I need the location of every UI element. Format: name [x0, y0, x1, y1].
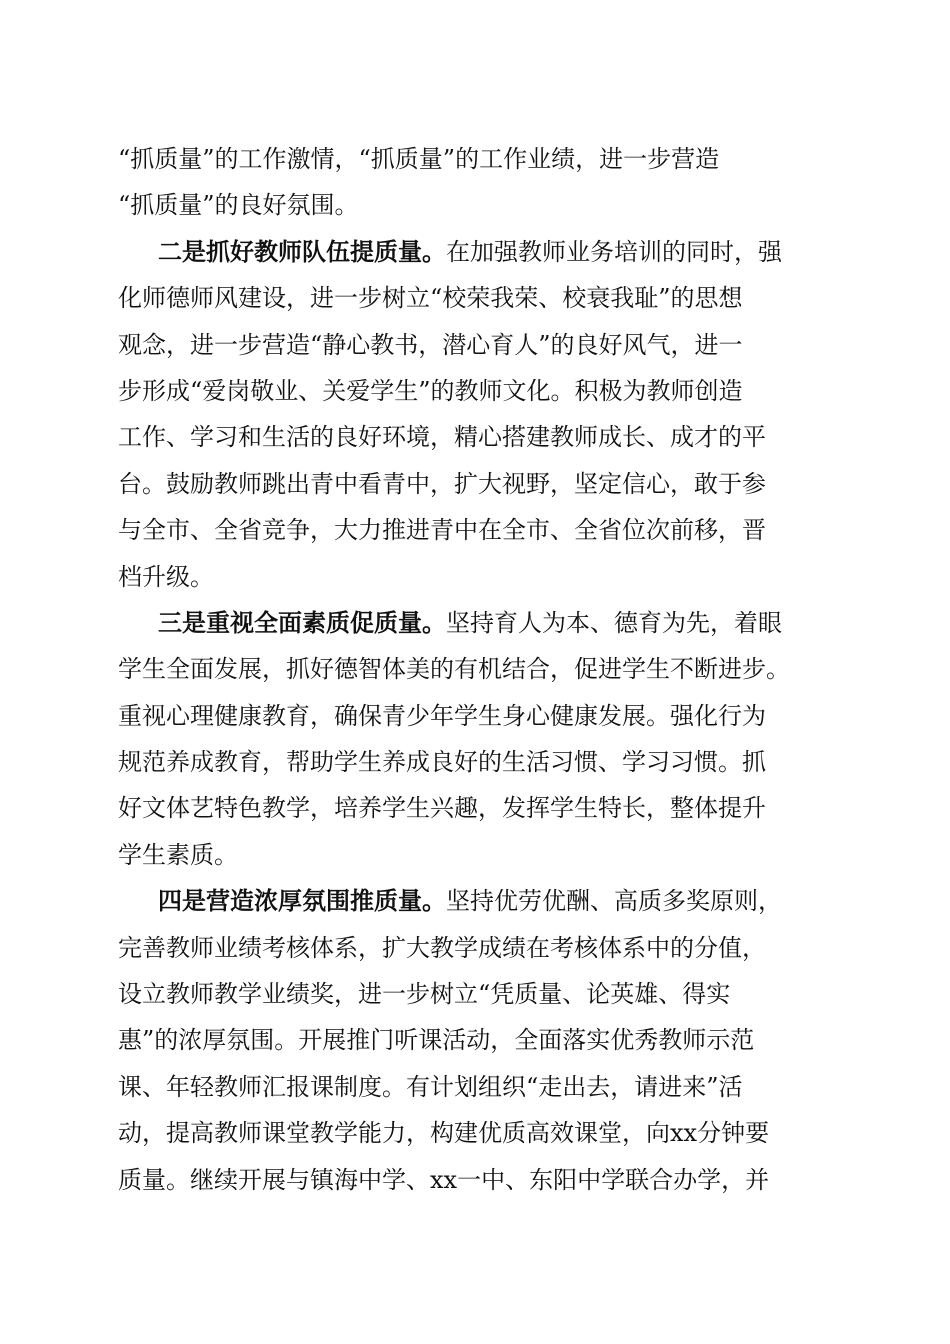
- paragraph-heading: 三是重视全面素质促质量。: [158, 608, 446, 637]
- paragraph-heading: 二是抓好教师队伍提质量。: [158, 237, 446, 266]
- text-line: 工作、学习和生活的良好环境，精心搭建教师成长、成才的平: [118, 423, 766, 452]
- paragraph-first-line: [118, 229, 838, 275]
- text-line: 与全市、全省竞争，大力推进青中在全市、全省位次前移，晋: [118, 516, 766, 545]
- text-line: 重视心理健康教育，确保青少年学生身心健康发展。强化行为: [118, 701, 766, 730]
- text-run: 在加强教师业务培训的同时，强: [446, 237, 782, 266]
- text-line: 惠”的浓厚氛围。开展推门听课活动，全面落实优秀教师示范: [118, 1026, 755, 1055]
- text-line: 台。鼓励教师跳出青中看青中，扩大视野，坚定信心，敢于参: [118, 469, 766, 498]
- text-line: 完善教师业绩考核体系，扩大教学成绩在考核体系中的分值，: [118, 933, 766, 962]
- text-run: 坚持优劳优酬、高质多奖原则，: [446, 887, 782, 916]
- text-line: 步形成“爱岗敬业、关爱学生”的教师文化。积极为教师创造: [118, 376, 743, 405]
- text-line: 学生素质。: [118, 840, 238, 869]
- text-line: 设立教师教学业绩奖，进一步树立“凭质量、论英雄、得实: [118, 980, 731, 1009]
- text-line: 学生全面发展，抓好德智体美的有机结合，促进学生不断进步。: [118, 655, 790, 684]
- text-line: “抓质量”的工作激情，“抓质量”的工作业绩，进一步营造: [118, 145, 720, 173]
- text-line: 好文体艺特色教学，培养学生兴趣，发挥学生特长，整体提升: [118, 794, 766, 823]
- text-line: 观念，进一步营造“静心教书，潜心育人”的良好风气，进一: [118, 330, 743, 359]
- text-line: 规范养成教育，帮助学生养成良好的生活习惯、学习习惯。抓: [118, 748, 766, 777]
- text-line: 化师德师风建设，进一步树立“校荣我荣、校衰我耻”的思想: [118, 284, 743, 313]
- text-line: “抓质量”的良好氛围。: [118, 191, 359, 220]
- text-line: 档升级。: [118, 562, 214, 591]
- paragraph-first-line: [118, 600, 838, 646]
- text-line: 动，提高教师课堂教学能力，构建优质高效课堂，向xx分钟要: [118, 1119, 770, 1148]
- text-run: 坚持育人为本、德育为先，着眼: [446, 608, 782, 637]
- text-line: 质量。继续开展与镇海中学、xx一中、东阳中学联合办学，并: [118, 1165, 770, 1194]
- paragraph-heading: 四是营造浓厚氛围推质量。: [158, 887, 446, 916]
- text-line: 课、年轻教师汇报课制度。有计划组织“走出去，请进来”活: [118, 1072, 743, 1101]
- paragraph-first-line: [118, 878, 838, 924]
- body-text: [118, 136, 838, 1203]
